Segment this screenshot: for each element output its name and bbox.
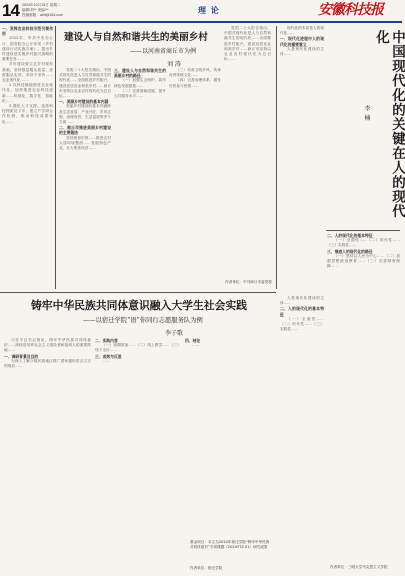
article2-intro: 现代化的本质是人的现代化…… — [280, 26, 324, 36]
left-para-2: 乡村建设要立足乡村现有基础，坚持数量服从质量、进度服从实效，求好不求快……农业现代化…… — [2, 62, 53, 83]
section-title: 理 论 — [198, 6, 220, 15]
section-divider — [0, 292, 276, 293]
article2-para-3: （一）坚持以人民为中心……（二）加强思想政治教育……（三）完善制度保障…… — [327, 253, 400, 269]
article3-heading-4: 四、结论 — [185, 338, 201, 343]
article3-para-4: …… — [192, 343, 200, 348]
newspaper-masthead-logo: 安徽科技报 — [318, 2, 383, 18]
article3-heading-2: 二、实践内容 — [95, 338, 118, 343]
column-divider — [55, 26, 56, 289]
article1-author-note: 作者单位：中共商丘市委党校 — [225, 280, 272, 284]
article1-heading-2: 二、商丘市推进美丽乡村建设的主要做法 — [59, 125, 111, 136]
article1-author: 刘 涛 — [167, 61, 181, 68]
article3-title: 铸牢中华民族共同体意识融入大学生社会实践 — [31, 299, 247, 312]
article3-heading-1: 一、调研背景及目的 — [4, 353, 39, 359]
article1-heading-3: 三、建设人与自然和谐共生的美丽乡村的路径 — [114, 68, 166, 79]
editor-credit: 编辑/刘** 美编/** — [22, 8, 49, 12]
header-rule — [0, 21, 402, 23]
article2-author: 李 楠 — [363, 105, 370, 122]
article1-para-3: （一）加强生态保护，筑牢绿色发展根基…… — [114, 78, 166, 88]
article3-funding-note: 基金项目：本文为2024年宿迁学院“铸牢中华民族共同体意识”专项课题（2024YTZ-01）研究成果 — [190, 540, 270, 549]
article1-subtitle: ——以河南省商丘市为例 — [130, 48, 197, 55]
article1-para-1: 美丽乡村建设的基本内涵涉及生态宜居、产业兴旺、乡风文明、治理有效、生活富裕等多个方面…… — [59, 104, 111, 125]
article1-body-col4 — [224, 26, 271, 288]
article2-heading-1: 一、现代化进程中人的现代化的重要意义 — [280, 36, 324, 47]
page-number: 14 — [2, 1, 19, 20]
article3-author: 李子歌 — [165, 330, 184, 337]
article2-para-2: （一）全面性……（二）时代性……（三）实践性…… — [327, 238, 400, 248]
article3-heading-3: 三、成效与反思 — [95, 353, 122, 359]
article1-para-6: （四）完善治理体系，激发村民参与热情…… — [169, 78, 221, 88]
article3-body-col3 — [185, 338, 273, 538]
article2-heading-2: 二、人的现代化的基本特征 — [327, 233, 373, 238]
article1-title: 建设人与自然和谐共生的美丽乡村 — [64, 32, 208, 43]
article2-heading-extra: 二、人的现代化的基本特征 — [280, 306, 324, 317]
article1-body-col2 — [114, 68, 166, 288]
article3-para-1: 为深入了解少数民族地区推广国家通用语言文字的现状…… — [4, 358, 91, 369]
article2-para-1: 人是现代化建设的主体…… — [280, 46, 324, 57]
title-rule — [326, 230, 400, 231]
article1-body-col3 — [169, 68, 221, 288]
article1-heading-1: 一、美丽乡村建设的基本内涵 — [59, 99, 109, 105]
article3-author-note: 作者单位：宿迁学院 — [190, 566, 223, 570]
left-column — [2, 26, 53, 289]
left-column-subhead: 一、发挥农业科技示范引领作用 — [2, 26, 53, 37]
article3-body-col1 — [4, 338, 91, 574]
article1-intro: 党的二十大报告指出，中国式现代化是人与自然和谐共生的现代化……全面推进乡村振兴，建设宜居宜业和美乡村……商丘市坚持以农业农村现代化为总目标…… — [59, 68, 111, 99]
article1-para-4: （二）完善基础设施，提升公共服务水平…… — [114, 88, 166, 99]
left-para-4: 3.强化人才支撑。选派科技特派员下乡，建立产学研合作机制，推动科技成果转化…… — [2, 104, 53, 124]
article2-heading-3: 三、推进人的现代化的路径 — [327, 248, 373, 254]
article1-para-2: 坚持规划引领……推进农村人居环境整治……发展特色产业，壮大集体经济…… — [59, 135, 111, 151]
article2-title: 中国现代化的关键在人的现代化 — [373, 30, 405, 219]
article2-author-note: 作者单位：三明大学马克思主义学院 — [330, 565, 388, 569]
left-para-1: 2022年，中共中央办公厅、国务院办公厅印发《乡村建设行动实施方案》，提出乡村建设是实施乡村振兴战略的重要任务…… — [2, 36, 53, 62]
article3-para-2: （一）前期准备……（二）线上教学……（三）线下走访…… — [95, 343, 181, 353]
article2-body-col3 — [280, 296, 324, 572]
left-para-3: 2.以科技赋能推进农业现代化。加快推进农业科技创新……机械化、数字化、智能化…… — [2, 83, 53, 103]
article1-body-col1 — [59, 68, 111, 288]
article3-body-col2 — [95, 338, 181, 574]
article2-para-extra: 人是现代化建设的主体…… — [280, 296, 324, 306]
article1-col4-text: 党的二十大报告指出，中国式现代化是人与自然和谐共生的现代化……全面推进乡村振兴，建设宜居宜业和美乡村……商丘市坚持以农业农村现代化为总目标…… — [224, 26, 271, 62]
article1-para-5: （三）培育文明乡风，传承优秀传统文化…… — [169, 68, 221, 78]
issue-date: 2024年10月15日 星期二 — [22, 3, 61, 7]
article2-body-col2 — [327, 233, 400, 573]
article2-para-extra2: （一）全面性……（二）时代性……（三）实践性…… — [280, 316, 324, 332]
article3-para-3: …… — [102, 358, 110, 363]
article3-intro: 习近平总书记指出，铸牢中华民族共同体意识……高校是培养社会主义建设者和接班人的重要阵地…… — [4, 338, 91, 353]
article3-subtitle: ——以宿迁学院“语”你同行志愿服务队为例 — [83, 317, 203, 324]
column-divider — [276, 26, 277, 289]
article2-body-col1 — [280, 26, 324, 290]
submission-email: 投稿邮箱：ahlt@163.com — [22, 13, 64, 17]
